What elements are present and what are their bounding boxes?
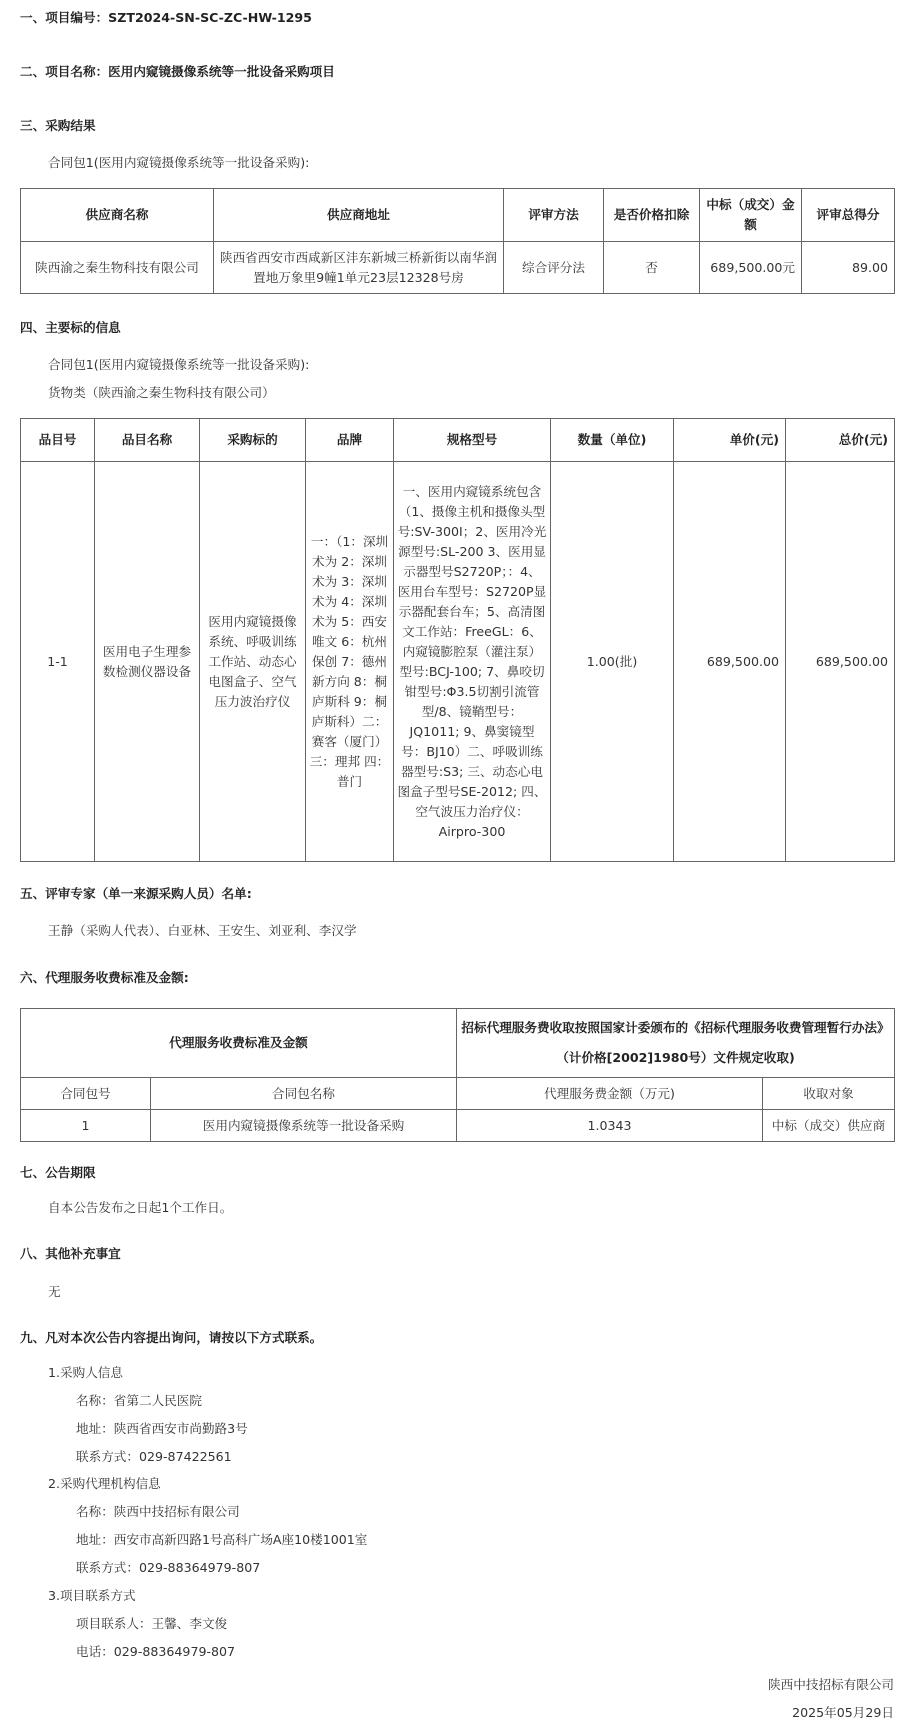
agent-title: 2.采购代理机构信息 xyxy=(48,1476,161,1491)
item-quantity: 1.00(批) xyxy=(551,462,674,862)
col-header: 合同包名称 xyxy=(151,1078,457,1110)
footer-org: 陕西中技招标有限公司 xyxy=(768,1677,894,1692)
fee-table xyxy=(20,1008,895,1142)
project-contact-title: 3.项目联系方式 xyxy=(48,1588,136,1603)
buyer-phone: 联系方式：029-87422561 xyxy=(76,1449,232,1464)
agent-address: 地址：西安市高新四路1号高科广场A座10楼1001室 xyxy=(76,1532,368,1547)
expert-names: 王静（采购人代表）、白亚林、王安生、刘亚利、李汉学 xyxy=(48,923,357,938)
col-header: 中标（成交）金额 xyxy=(700,189,802,242)
item-target: 医用内窥镜摄像系统、呼吸训练工作站、动态心电图盒子、空气压力波治疗仪 xyxy=(200,462,306,862)
project-number xyxy=(20,8,312,28)
items-package: 合同包1(医用内窥镜摄像系统等一批设备采购): xyxy=(48,357,310,372)
other-text: 无 xyxy=(48,1284,61,1299)
package-name: 医用内窥镜摄像系统等一批设备采购 xyxy=(151,1110,457,1142)
table-row xyxy=(21,462,895,862)
item-total-price: 689,500.00 xyxy=(786,462,895,862)
supplier-address: 陕西省西安市西咸新区沣东新城三桥新街以南华润置地万象里9幢1单元23层12328号房 xyxy=(214,242,504,294)
supplier-name: 陕西渝之秦生物科技有限公司 xyxy=(21,242,214,294)
agent-name: 名称：陕西中技招标有限公司 xyxy=(76,1504,240,1519)
col-header: 采购标的 xyxy=(200,419,306,462)
items-table xyxy=(20,418,895,862)
col-header: 数量（单位) xyxy=(551,419,674,462)
item-unit-price: 689,500.00 xyxy=(674,462,786,862)
col-header: 合同包号 xyxy=(21,1078,151,1110)
col-header: 品牌 xyxy=(306,419,394,462)
package-number: 1 xyxy=(21,1110,151,1142)
fee-standard-value: 招标代理服务费收取按照国家计委颁布的《招标代理服务收费管理暂行办法》（计价格[2002]1980号）文件规定收取) xyxy=(457,1009,895,1078)
col-header: 单价(元) xyxy=(674,419,786,462)
result-table xyxy=(20,188,895,294)
buyer-name: 名称：省第二人民医院 xyxy=(76,1393,202,1408)
total-score: 89.00 xyxy=(802,242,895,294)
section-title-experts: 五、评审专家（单一来源采购人员）名单: xyxy=(20,886,252,901)
section-title-result: 三、采购结果 xyxy=(20,118,96,133)
result-package: 合同包1(医用内窥镜摄像系统等一批设备采购): xyxy=(48,155,310,170)
col-header: 规格型号 xyxy=(394,419,551,462)
section-title-other: 八、其他补充事宜 xyxy=(20,1246,121,1261)
col-header: 评审总得分 xyxy=(802,189,895,242)
agent-phone: 联系方式：029-88364979-807 xyxy=(76,1560,261,1575)
table-row xyxy=(21,1110,895,1142)
col-header: 评审方法 xyxy=(504,189,604,242)
period-text: 自本公告发布之日起1个工作日。 xyxy=(48,1200,233,1215)
price-deduction: 否 xyxy=(604,242,700,294)
buyer-address: 地址：陕西省西安市尚勤路3号 xyxy=(76,1421,248,1436)
project-contact-phone: 电话：029-88364979-807 xyxy=(76,1644,236,1659)
items-category: 货物类（陕西渝之秦生物科技有限公司） xyxy=(48,385,275,400)
col-header: 是否价格扣除 xyxy=(604,189,700,242)
project-number-value: SZT2024-SN-SC-ZC-HW-1295 xyxy=(108,10,312,25)
winning-amount: 689,500.00元 xyxy=(700,242,802,294)
project-contact-person: 项目联系人：王馨、李文俊 xyxy=(76,1616,228,1631)
col-header: 供应商名称 xyxy=(21,189,214,242)
review-method: 综合评分法 xyxy=(504,242,604,294)
col-header: 代理服务费金额（万元) xyxy=(457,1078,763,1110)
table-row xyxy=(21,242,895,294)
item-spec: 一、医用内窥镜系统包含（1、摄像主机和摄像头型号:SV-300I；2、医用冷光源型号:SL-200 3、医用显示器型号S2720P；：4、医用台车型号：S2720P显示器配套台车；5、高清图文工作站：FreeGL：6、内窥镜膨腔泵（灌注泵）型号:BCJ-100; 7、鼻咬切钳型号:Φ3.5切割引流管型/8、镜鞘型号：JQ1011; 9、鼻窦镜型号：BJ10）二、呼吸训练器型号:S3; 三、动态心电图盒子型号SE-2012; 四、空气波压力治疗仪：Airpro-300 xyxy=(394,462,551,862)
buyer-title: 1.采购人信息 xyxy=(48,1365,123,1380)
col-header: 品目名称 xyxy=(95,419,200,462)
project-name-label: 二、项目名称： xyxy=(20,64,109,79)
section-title-period: 七、公告期限 xyxy=(20,1165,96,1180)
project-number-label: 一、项目编号： xyxy=(20,10,109,25)
section-title-items: 四、主要标的信息 xyxy=(20,320,121,335)
section-title-contact: 九、凡对本次公告内容提出询问，请按以下方式联系。 xyxy=(20,1330,323,1345)
col-header: 收取对象 xyxy=(763,1078,895,1110)
col-header: 供应商地址 xyxy=(214,189,504,242)
fee-standard-label: 代理服务收费标准及金额 xyxy=(21,1009,457,1078)
agency-fee: 1.0343 xyxy=(457,1110,763,1142)
section-title-fees: 六、代理服务收费标准及金额: xyxy=(20,970,189,985)
col-header: 总价(元) xyxy=(786,419,895,462)
fee-payer: 中标（成交）供应商 xyxy=(763,1110,895,1142)
col-header: 品目号 xyxy=(21,419,95,462)
item-number: 1-1 xyxy=(21,462,95,862)
project-name-value: 医用内窥镜摄像系统等一批设备采购项目 xyxy=(108,64,335,79)
footer-date: 2025年05月29日 xyxy=(792,1705,894,1720)
item-name: 医用电子生理参数检测仪器设备 xyxy=(95,462,200,862)
project-name xyxy=(20,62,335,82)
item-brand: 一：（1：深圳术为 2：深圳术为 3：深圳术为 4：深圳术为 5：西安唯文 6：杭州保创 7：德州新方向 8：桐庐斯科 9：桐庐斯科）二：赛客（厦门）三：理邦 四：普门 xyxy=(306,462,394,862)
